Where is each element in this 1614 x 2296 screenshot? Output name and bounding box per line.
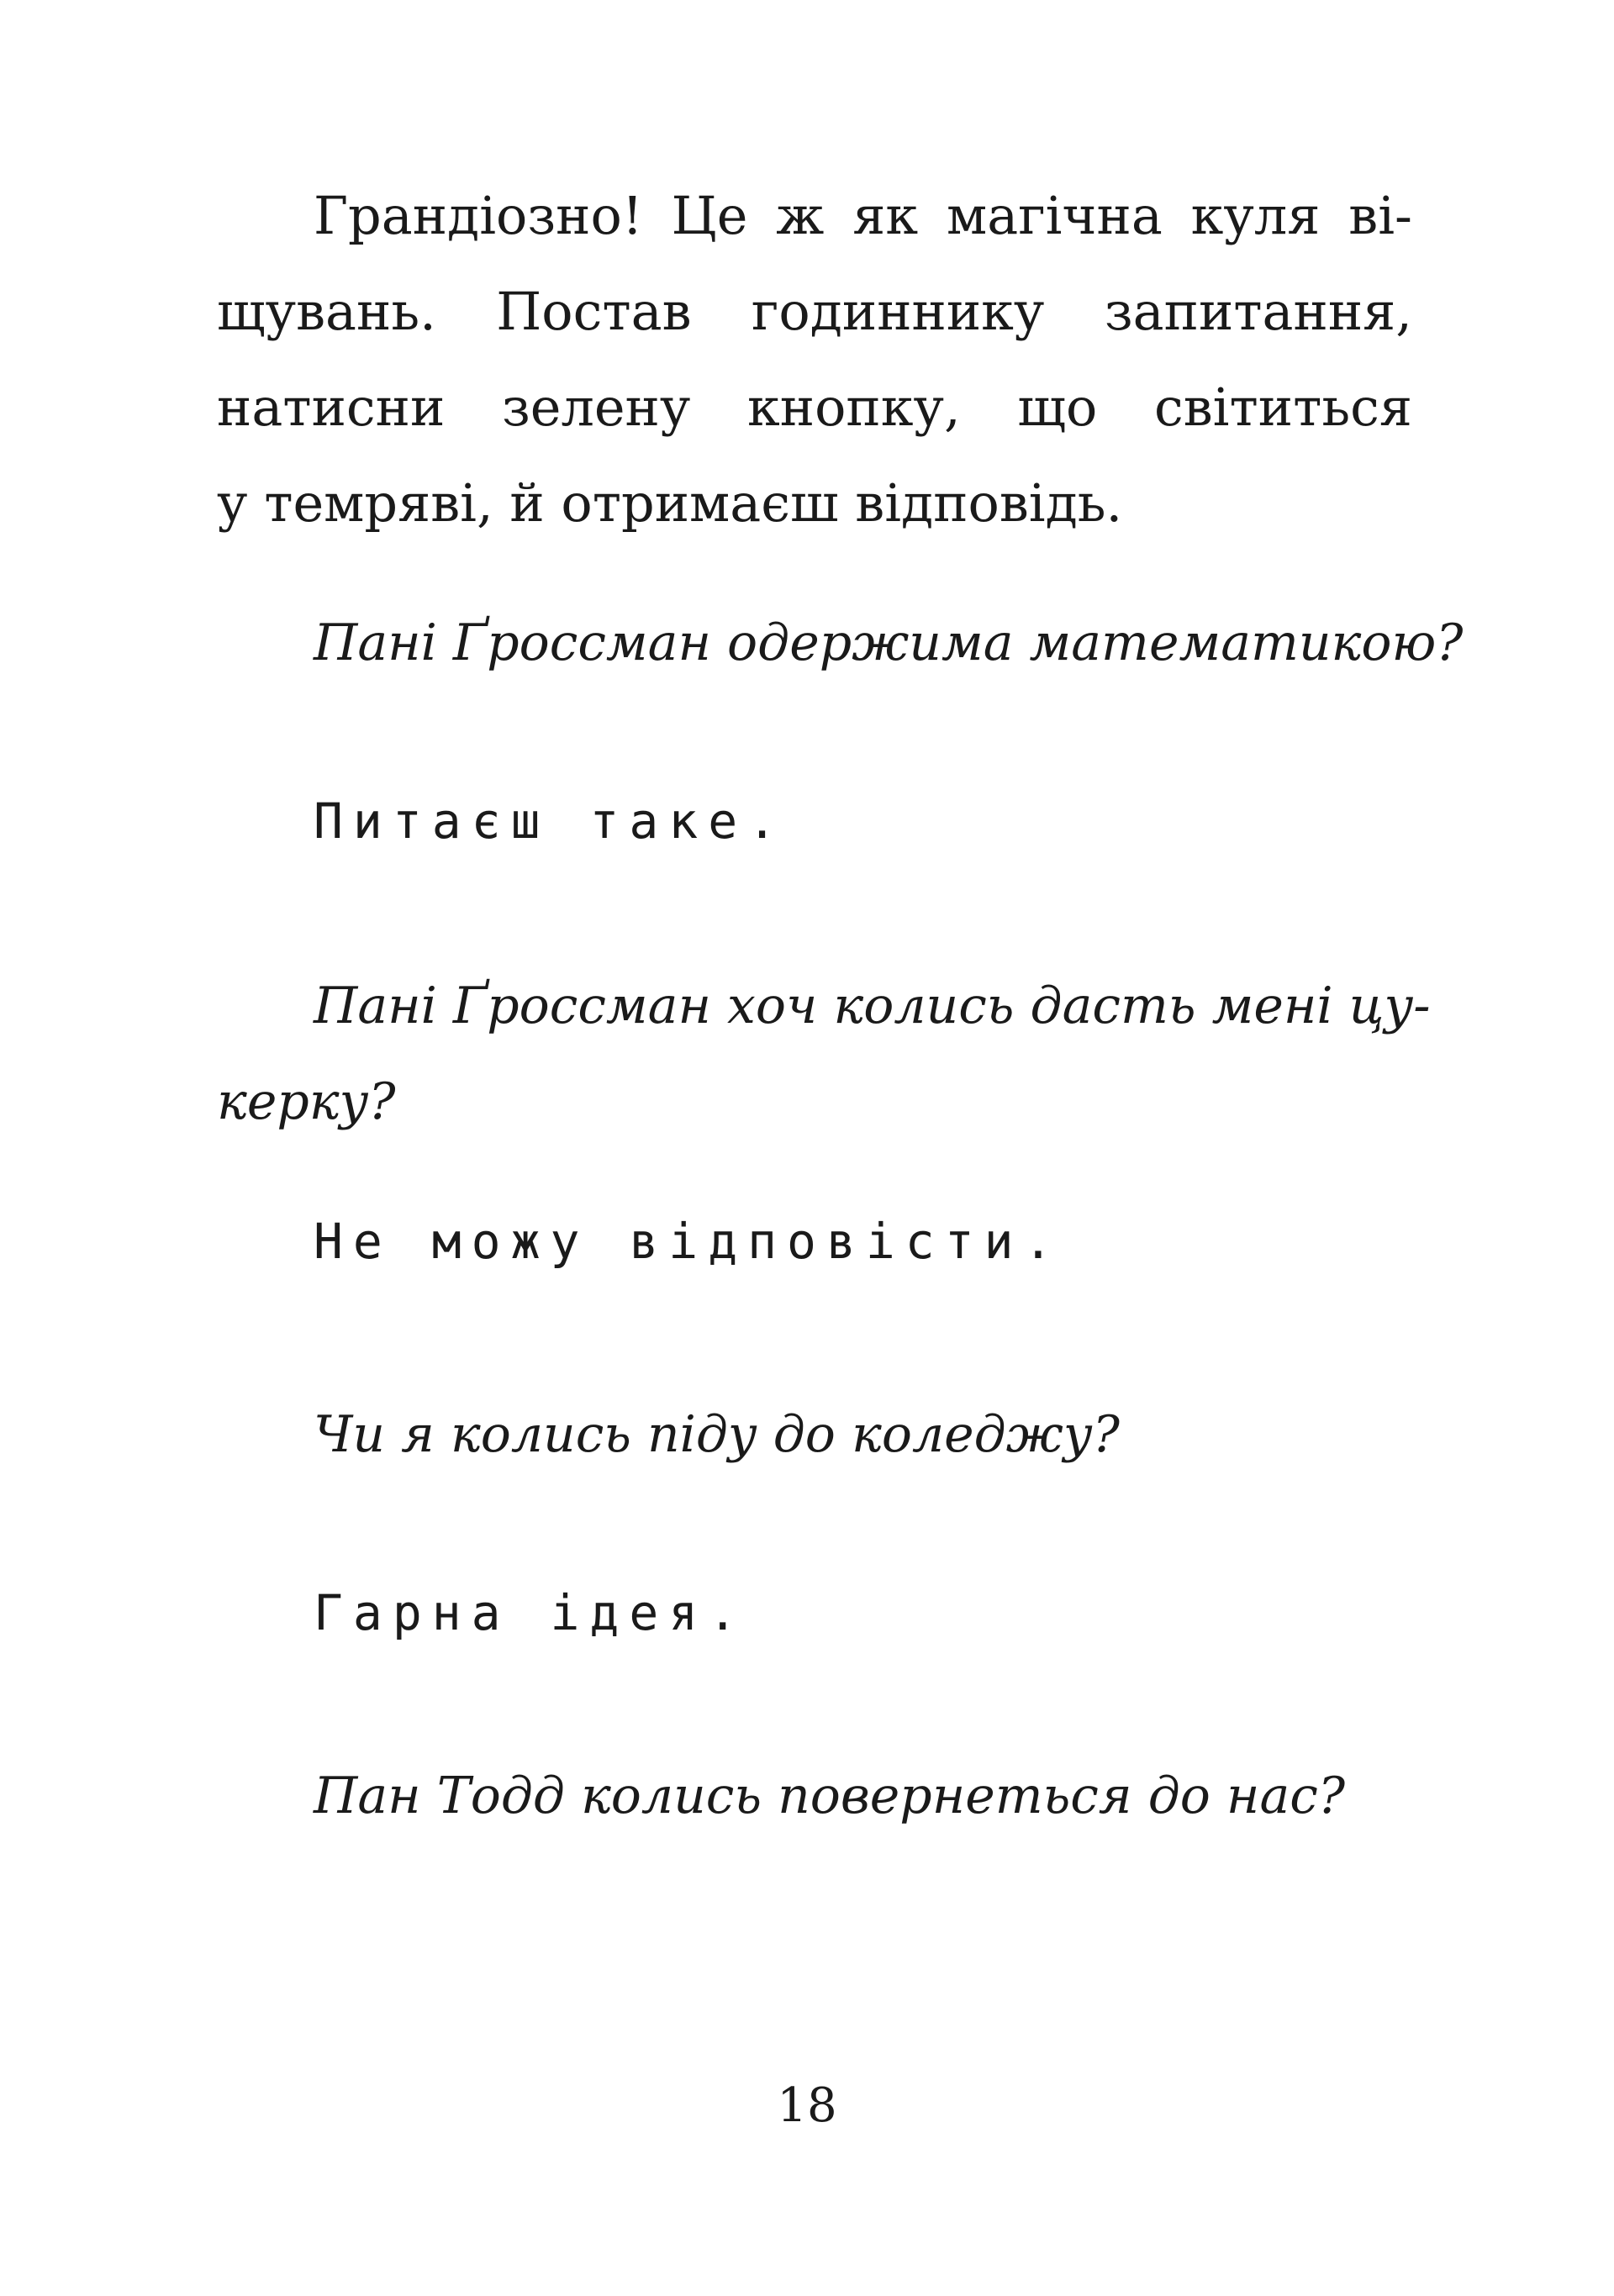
question-line: Пан Тодд колись повернеться до нас?	[314, 1767, 1345, 1825]
text-line: у темряві, й отримаєш відповідь.	[217, 472, 1123, 534]
question-paragraph	[217, 958, 1431, 1150]
question-line: керку?	[217, 1072, 396, 1131]
question-line: Чи я колись піду до коледжу?	[314, 1405, 1120, 1464]
question-paragraph	[217, 1387, 1412, 1482]
question-line: Пані Ґроссман хоч колись дасть мені цу-	[314, 977, 1431, 1035]
answer-paragraph: Не можу відповісти.	[314, 1213, 1063, 1270]
text-line: Грандіозно! Це ж як магічна куля ві-	[314, 185, 1412, 246]
question-paragraph	[217, 1748, 1412, 1844]
page-number: 18	[777, 2078, 837, 2133]
answer-paragraph: Гарна ідея.	[314, 1584, 748, 1641]
narration-paragraph	[217, 168, 1412, 551]
text-line: щувань. Постав годиннику запитання,	[217, 281, 1412, 342]
question-paragraph	[217, 595, 1464, 691]
text-line: натисни зелену кнопку, що світиться	[217, 377, 1412, 438]
answer-paragraph: Питаєш таке.	[314, 793, 788, 850]
question-line: Пані Ґроссман одержима математикою?	[314, 613, 1464, 672]
